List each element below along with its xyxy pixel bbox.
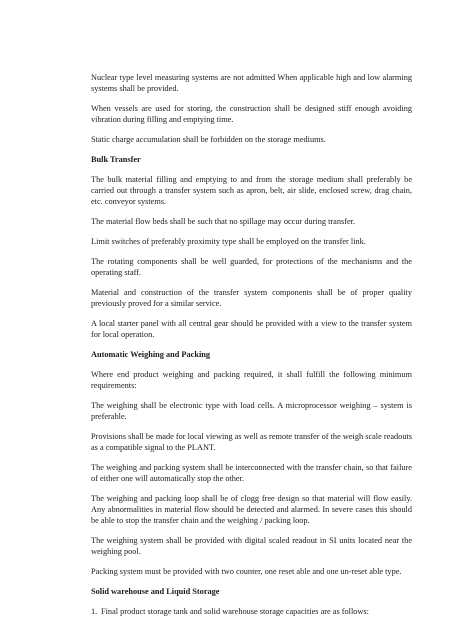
paragraph: Packing system must be provided with two counter, one reset able and one un-reset able type. [91, 567, 402, 576]
paragraph: Static charge accumulation shall be forbidden on the storage mediums. [91, 135, 326, 144]
paragraph: The weighing system shall be provided with digital scaled readout in SI units located near the weighing pool. [91, 536, 412, 556]
paragraph: Where end product weighing and packing required, it shall fulfill the following minimum requirements: [91, 370, 412, 390]
paragraph: The weighing and packing system shall be interconnected with the transfer chain, so that failure of either one will automatically stop the other. [91, 463, 412, 483]
paragraph: The weighing shall be electronic type with load cells. A microprocessor weighing – system is preferable. [91, 401, 412, 421]
paragraph: The rotating components shall be well guarded, for protections of the mechanisms and the operating staff. [91, 257, 412, 277]
paragraph: Limit switches of preferably proximity type shall be employed on the transfer link. [91, 237, 366, 246]
list-item [91, 606, 412, 617]
section-heading-automatic-weighing: Automatic Weighing and Packing [91, 350, 211, 359]
paragraph: Nuclear type level measuring systems are not admitted When applicable high and low alarming systems shall be provided. [91, 73, 412, 93]
list-item-text: Final product storage tank and solid warehouse storage capacities are as follows: [101, 607, 369, 616]
numbered-list [91, 606, 412, 617]
paragraph: When vessels are used for storing, the construction shall be designed stiff enough avoiding vibration during filling and emptying time. [91, 104, 412, 124]
paragraph: A local starter panel with all central gear should be provided with a view to the transfer system for local operation. [91, 319, 412, 339]
section-heading-bulk-transfer: Bulk Transfer [91, 155, 141, 164]
list-item-number: 1. [91, 607, 98, 616]
paragraph: Material and construction of the transfer system components shall be of proper quality previously proved for a similar service. [91, 288, 412, 308]
paragraph: The material flow beds shall be such that no spillage may occur during transfer. [91, 217, 356, 226]
paragraph: The bulk material filling and emptying to and from the storage medium shall preferably be carried out through a transfer system such as apron, belt, air slide, enclosed screw, drag chain, etc. conveyor systems. [91, 175, 412, 206]
section-heading-solid-warehouse: Solid warehouse and Liquid Storage [91, 587, 220, 596]
paragraph: Provisions shall be made for local viewing as well as remote transfer of the weigh scale readouts as a compatible signal to the PLANT. [91, 432, 412, 452]
paragraph: The weighing and packing loop shall be of clogg free design so that material will flow easily. Any abnormalities in material flow should be detected and alarmed. In severe cases this should be able to stop the transfer chain and the weighing / packing loop. [91, 494, 412, 525]
